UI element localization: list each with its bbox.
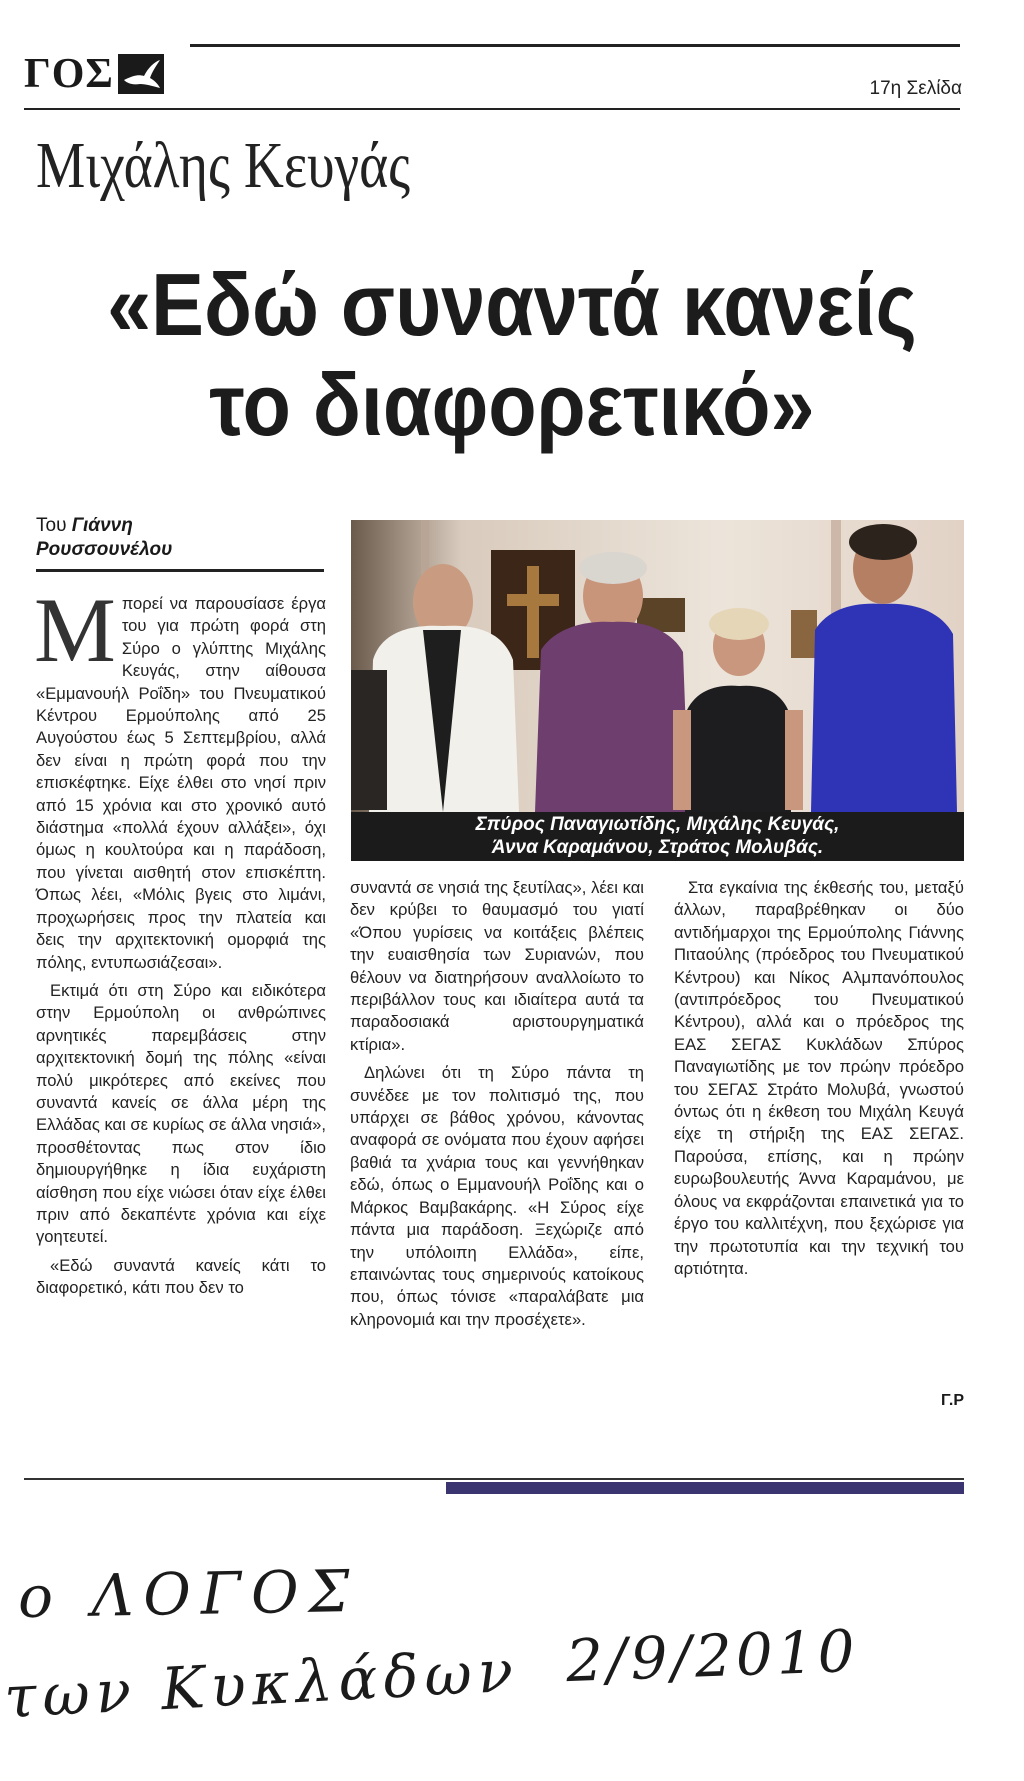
byline-rule bbox=[36, 569, 324, 572]
masthead-rule-bottom bbox=[24, 108, 960, 110]
bottom-color-bar bbox=[446, 1482, 964, 1494]
handwritten-newspaper-name: ο ΛΟΓΟΣ bbox=[17, 1557, 361, 1631]
article-paragraph: συναντά σε νησιά της ξευτίλας», λέει και δεν κρύβει το θαυμασμό του γιατί «Όπου γυρίσεις να κοιτάξεις βλέπεις την ευαισθησία των Συριανών, που θέλουν να διατηρήσουν αναλλοίωτο το περιβάλλον τους και ιδιαίτερα αυτά τα παραδοσιακά αριστουργηματικά κτίρια». bbox=[350, 878, 644, 1054]
byline-last-name: Ρουσσουνέλου bbox=[36, 539, 173, 560]
newspaper-logo bbox=[24, 52, 164, 96]
handwritten-newspaper-subtitle: των Κυκλάδων bbox=[2, 1636, 521, 1732]
drop-cap: Μ bbox=[34, 579, 116, 681]
bird-logo-icon bbox=[118, 54, 164, 94]
article-paragraph: Στα εγκαίνια της έκθεσής του, μεταξύ άλλων, παραβρέθηκαν οι δύο αντιδήμαρχοι της Ερμούπολης Γιάννης Πιταούλης (πρόεδρος του Πνευματικού Κέντρου) και Νίκος Αλμπανόπουλος (αντιπρόεδρος του Πνευματικού Κέντρου), αλλά και ο πρόεδρος της ΕΑΣ ΣΕΓΑΣ Κυκλάδων Σπύρος Παναγιωτίδης με τον πρώην πρόεδρο του ΣΕΓΑΣ Στράτο Μολυβά, γνωστού όντως ότι η έκθεση του Μιχάλη Κευγά είχε τη στήριξη της ΕΑΣ ΣΕΓΑΣ. Παρούσα, επίσης, και η πρώην ευρωβουλευτής Άννα Καραμάνου, με όλους να εκφράζονται επαινετικά για το έργο του καλλιτέχνη, που ξεχώρισε για την πρωτοτυπία και την τεχνική του αρτιότητα. bbox=[674, 878, 964, 1278]
page-number: 17η Σελίδα bbox=[869, 78, 962, 99]
group-photo-illustration bbox=[351, 520, 964, 860]
bottom-rule bbox=[24, 1478, 964, 1480]
photo-caption-line-1: Σπύρος Παναγιωτίδης, Μιχάλης Κευγάς, bbox=[475, 814, 840, 835]
byline-first-name: Γιάννη bbox=[71, 515, 133, 536]
byline-prefix: Του bbox=[36, 515, 67, 536]
article-column-3 bbox=[674, 877, 964, 1286]
article-column-2 bbox=[350, 877, 644, 1337]
article-paragraph: Μπορεί να παρουσίασε έργα του για πρώτη φορά στη Σύρο ο γλύπτης Μιχάλης Κευγάς, στην αίθουσα «Εμμανουήλ Ροΐδη» του Πνευματικού Κέντρου Ερμούπολης από 25 Αυγούστου έως 5 Σεπτεμβρίου, αλλά δεν είναι η πρώτη φορά που την επισκέφτηκε. Είχε έλθει στο νησί πριν από 15 χρόνια και στο χρονικό αυτό διάστημα «πολλά έχουν αλλάξει», όχι όμως η κουλτούρα και η παράδοση, που γίνεται αισθητή στον επισκέπτη. Όπως λέει, «Μόλις βγεις στο λιμάνι, προχωρήσεις προς την πλατεία και δεις την αρχιτεκτονική ομορφιά της πόλης, εντυπωσιάζεσαι». bbox=[34, 579, 326, 972]
handwritten-date: 2/9/2010 bbox=[564, 1616, 860, 1696]
photo-caption bbox=[351, 812, 964, 861]
byline bbox=[36, 514, 172, 562]
article-paragraph: Εκτιμά ότι στη Σύρο και ειδικότερα στην Ερμούπολη οι ανθρώπινες αρνητικές παρεμβάσεις στην αρχιτεκτονική δομή της πόλης «είναι πολύ μικρότερες από εκείνες που συναντά κανείς σε άλλα μέρη της Ελλάδας και σε κυρίως σε άλλα νησιά», προσθέτοντας πως στον ίδιο δημιουργήθηκε η ίδια ευχάριστη αίσθηση που είχε νιώσει όταν είχε έλθει πριν από δεκαπέντε χρόνια και είχε γοητευτεί. bbox=[36, 980, 327, 1247]
article-headline: «Εδώ συναντά κανείς το διαφορετικό» bbox=[107, 255, 917, 454]
masthead-rule-top bbox=[190, 44, 960, 47]
article-column-1 bbox=[34, 579, 327, 1306]
artist-name-heading: Μιχάλης Κευγάς bbox=[36, 129, 411, 202]
logo-text: ΓΟΣ bbox=[24, 51, 114, 97]
article-paragraph: «Εδώ συναντά κανείς κάτι το διαφορετικό, κάτι που δεν το bbox=[36, 1255, 326, 1298]
article-paragraph: Δηλώνει ότι τη Σύρο πάντα τη συνέδεε με τον πολιτισμό της, που υπάρχει σε βάθος χρόνου, κάνοντας αναφορά σε ονόματα που έχουν αφήσει βαθιά τα χνάρια τους και γεννήθηκαν εδώ, όπως ο Εμμανουήλ Ροΐδης και ο Μάρκος Βαμβακάρης. «Η Σύρος είχε πάντα μια παράδοση. Ξεχώριζε από την υπόλοιπη Ελλάδα», είπε, επαινώντας τους σημερινούς κατοίκους που, όπως τόνισε «παραλάβατε μια κληρονομιά και την προσέχετε». bbox=[350, 1063, 644, 1329]
author-initials: Γ.Ρ bbox=[941, 1392, 964, 1409]
photo-caption-line-2: Άννα Καραμάνου, Στράτος Μολυβάς. bbox=[491, 837, 824, 858]
article-photo bbox=[351, 520, 964, 860]
